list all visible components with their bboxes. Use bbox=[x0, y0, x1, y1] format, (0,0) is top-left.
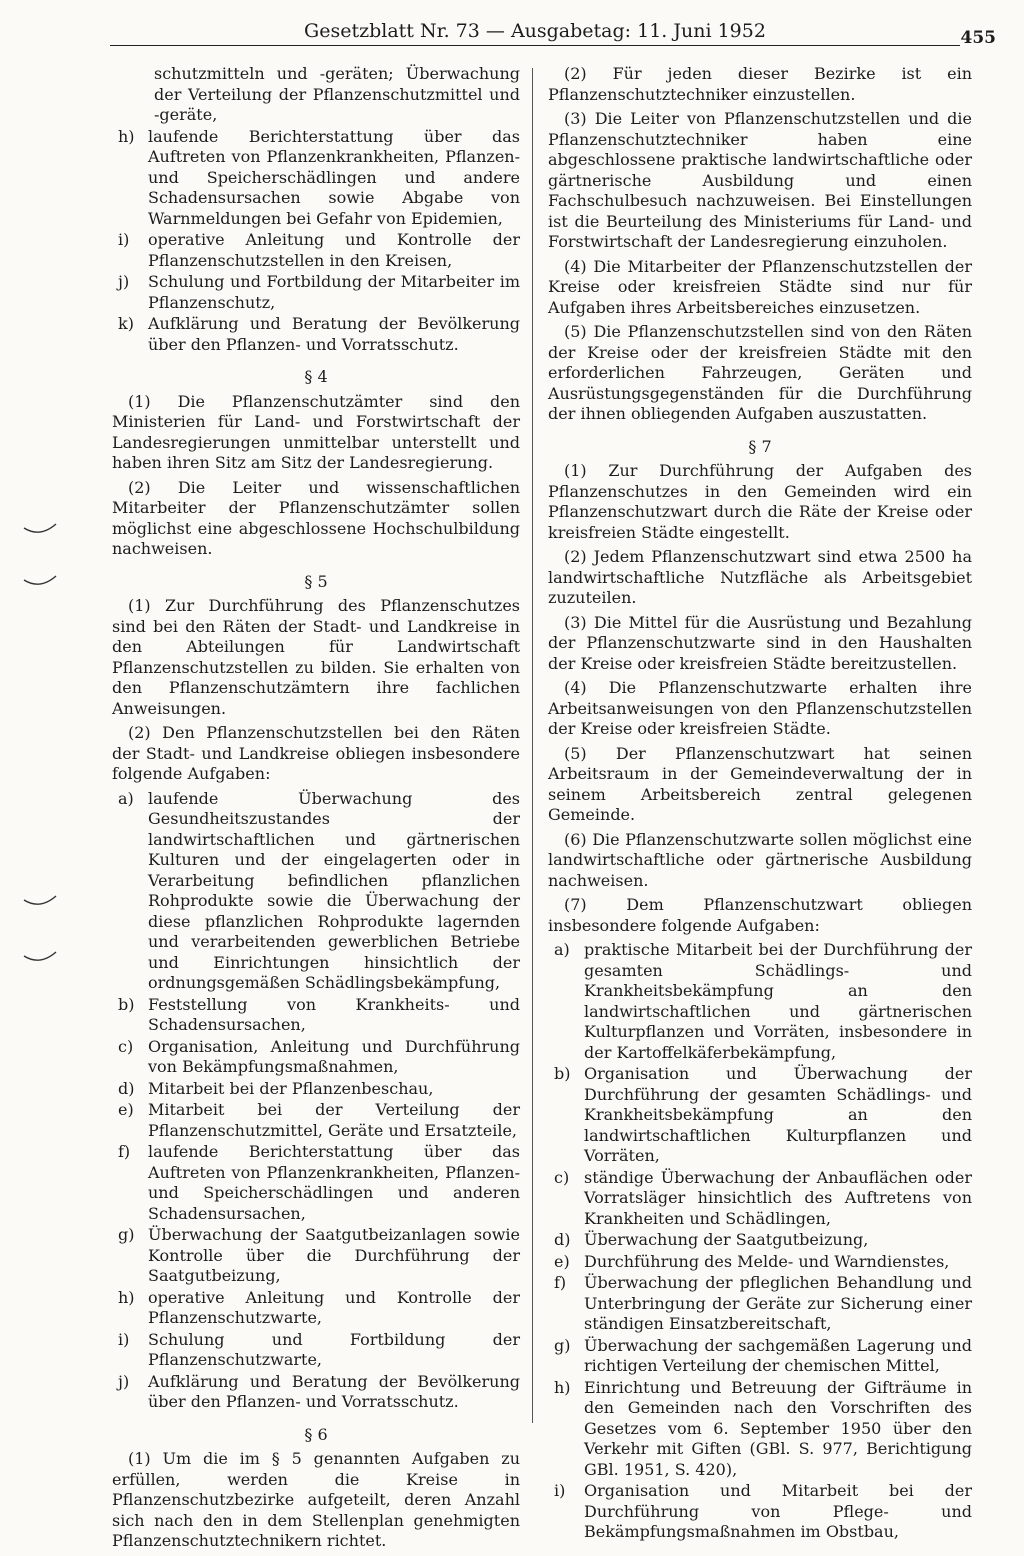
paragraph: (4) Die Mitarbeiter der Pflanzenschutzstellen der Kreise oder kreisfreien Städte sind nur für Aufgaben ihres Arbeitsbereiches einzusetzen. bbox=[548, 256, 972, 317]
pencil-mark-icon bbox=[22, 520, 60, 538]
list-item bbox=[548, 1252, 972, 1273]
right-column bbox=[548, 64, 972, 1544]
list-item-label: d) bbox=[554, 1230, 571, 1249]
list-item bbox=[548, 1336, 972, 1377]
left-column bbox=[112, 64, 520, 1556]
list-item-label: f) bbox=[554, 1273, 567, 1292]
list-item-label: g) bbox=[118, 1225, 135, 1244]
paragraph: (1) Die Pflanzenschutzämter sind den Ministerien für Land- und Forstwirtschaft der Landesregierungen unmittelbar unterstellt und haben ihren Sitz am Sitz der Landesregierung. bbox=[112, 391, 520, 472]
list-item-text: Organisation, Anleitung und Durchführung von Bekämpfungsmaßnahmen, bbox=[148, 1036, 520, 1076]
list-item-label: h) bbox=[554, 1377, 571, 1397]
list-item-label: j) bbox=[118, 1371, 130, 1391]
list-item-text: Organisation und Mitarbeit bei der Durchführung von Pflege- und Bekämpfungsmaßnahmen im Obstbau, bbox=[584, 1481, 972, 1541]
section-heading: § 4 bbox=[304, 367, 328, 386]
list-item bbox=[112, 314, 520, 355]
list-item-label: h) bbox=[118, 1287, 135, 1307]
list-item-text: laufende Überwachung des Gesundheitszustandes der landwirtschaftlichen und gärtnerischen Kulturen und der eingelagerten oder in Verarbeitung befindlichen pflanzlichen Rohprodukte sowie die Überwachung der diese pflanzlichen Rohprodukte lagernden und verarbeitenden gewerblichen Betriebe und Einrichtungen hinsichtlich der ordnungsgemäßen Schädlingsbekämpfung, bbox=[148, 788, 520, 992]
pencil-mark-icon bbox=[22, 892, 60, 910]
header-rule bbox=[110, 45, 960, 46]
list-item-text: Feststellung von Krankheits- und Schadensursachen, bbox=[148, 994, 520, 1034]
paragraph: (2) Den Pflanzenschutzstellen bei den Räten der Stadt- und Landkreise obliegen insbesondere folgende Aufgaben: bbox=[112, 723, 520, 783]
list-item-label: a) bbox=[554, 940, 570, 959]
section-heading: § 5 bbox=[304, 571, 328, 591]
list-item-text: praktische Mitarbeit bei der Durchführung der gesamten Schädlings- und Krankheitsbekämpfung an den landwirtschaftlichen und gärtnerischen Kulturpflanzen und Vorräten, insbesondere in der Kartoffelkäferbekämpfung, bbox=[584, 940, 972, 1062]
pencil-mark-icon bbox=[22, 572, 60, 590]
list-item-text: Aufklärung und Beratung der Bevölkerung über den Pflanzen- und Vorratsschutz. bbox=[148, 314, 520, 354]
list-item-label: i) bbox=[118, 1329, 130, 1349]
list-item bbox=[112, 1142, 520, 1224]
task-list-pflanzenschutzamt bbox=[112, 127, 520, 356]
list-item-text: Überwachung der pfleglichen Behandlung und Unterbringung der Geräte zur Sicherung einer ständigen Einsatzbereitschaft, bbox=[584, 1273, 972, 1333]
page-number: 455 bbox=[960, 28, 996, 48]
list-item-text: Schulung und Fortbildung der Mitarbeiter im Pflanzenschutz, bbox=[148, 272, 520, 312]
list-item bbox=[112, 272, 520, 313]
paragraph: (5) Der Pflanzenschutzwart hat seinen Arbeitsraum in der Gemeindeverwaltung der in seinem Arbeitsbereich zentral gelegenen Gemeinde. bbox=[548, 743, 972, 824]
list-item-text: Schulung und Fortbildung der Pflanzenschutzwarte, bbox=[148, 1329, 520, 1369]
list-item bbox=[112, 789, 520, 994]
paragraph: (2) Die Leiter und wissenschaftlichen Mitarbeiter der Pflanzenschutzämter sollen möglichst eine abgeschlossene Hochschulbildung nachweisen. bbox=[112, 477, 520, 558]
paragraph: (3) Die Leiter von Pflanzenschutzstellen und die Pflanzenschutztechniker haben eine abgeschlossene praktische landwirtschaftliche oder gärtnerische Ausbildung und einen Fachschulbesuch nachzuweisen. Bei Einstellungen ist die Beurteilung des Ministeriums für Land- und Forstwirtschaft der Landesregierung einzuholen. bbox=[548, 109, 972, 251]
list-item-text: laufende Berichterstattung über das Auftreten von Pflanzenkrankheiten, Pflanzen- und Speicherschädlingen und anderen Schadensursachen, bbox=[148, 1142, 520, 1223]
list-item bbox=[548, 1378, 972, 1481]
list-item-continuation: schutzmitteln und -geräten; Überwachung der Verteilung der Pflanzenschutzmittel und -geräte, bbox=[154, 64, 520, 124]
paragraph: (7) Dem Pflanzenschutzwart obliegen insbesondere folgende Aufgaben: bbox=[548, 895, 972, 935]
paragraph: (4) Die Pflanzenschutzwarte erhalten ihre Arbeitsanweisungen von den Pflanzenschutzstellen der Kreise oder kreisfreien Städte. bbox=[548, 678, 972, 738]
list-item-label: g) bbox=[554, 1335, 571, 1355]
list-item-text: Mitarbeit bei der Pflanzenbeschau, bbox=[148, 1078, 434, 1098]
list-item bbox=[548, 1230, 972, 1251]
list-item bbox=[548, 1168, 972, 1230]
task-list-pflanzenschutzwart bbox=[548, 940, 972, 1543]
list-item-label: a) bbox=[118, 788, 134, 808]
list-item-label: e) bbox=[554, 1251, 570, 1271]
list-item-text: Aufklärung und Beratung der Bevölkerung über den Pflanzen- und Vorratsschutz. bbox=[148, 1371, 520, 1411]
list-item-label: j) bbox=[118, 272, 130, 291]
list-item-label: c) bbox=[554, 1167, 570, 1187]
list-item-label: c) bbox=[118, 1036, 134, 1056]
list-item-text: operative Anleitung und Kontrolle der Pflanzenschutzwarte, bbox=[148, 1287, 520, 1327]
list-item-text: Einrichtung und Betreuung der Gifträume in den Gemeinden nach den Vorschriften des Gesetzes vom 6. September 1950 über den Verkehr mit Giften (GBl. S. 977, Berichtigung GBl. 1951, S. 420), bbox=[584, 1377, 972, 1479]
section-heading: § 6 bbox=[304, 1424, 328, 1444]
list-item-text: operative Anleitung und Kontrolle der Pflanzenschutzstellen in den Kreisen, bbox=[148, 230, 520, 270]
list-item-text: Überwachung der Saatgutbeizanlagen sowie Kontrolle über die Durchführung der Saatgutbeizung, bbox=[148, 1225, 520, 1285]
list-item-text: laufende Berichterstattung über das Auftreten von Pflanzenkrankheiten, Pflanzen- und Speicherschädlingen und andere Schadensursachen sowie Abgabe von Warnmeldungen bei Gefahr von Epidemien, bbox=[148, 126, 520, 228]
list-item bbox=[112, 1100, 520, 1141]
list-item-label: k) bbox=[118, 314, 134, 333]
column-divider bbox=[532, 68, 533, 1423]
list-item bbox=[112, 1037, 520, 1078]
paragraph: (6) Die Pflanzenschutzwarte sollen möglichst eine landwirtschaftliche oder gärtnerische Ausbildung nachweisen. bbox=[548, 829, 972, 890]
list-item-label: f) bbox=[118, 1142, 131, 1161]
list-item bbox=[112, 1288, 520, 1329]
list-item-label: h) bbox=[118, 126, 135, 146]
list-item-label: b) bbox=[554, 1064, 571, 1083]
list-item-label: b) bbox=[118, 994, 135, 1014]
list-item bbox=[112, 1372, 520, 1413]
list-item bbox=[112, 995, 520, 1036]
paragraph: (5) Die Pflanzenschutzstellen sind von den Räten der Kreise oder der kreisfreien Städte mit den erforderlichen Fahrzeugen, Geräten und Ausrüstungsgegenständen für die Durchführung der ihnen obliegenden Aufgaben auszustatten. bbox=[548, 322, 972, 423]
list-item-label: i) bbox=[554, 1481, 566, 1500]
paragraph: (3) Die Mittel für die Ausrüstung und Bezahlung der Pflanzenschutzwarte sind in den Haushalten der Kreise oder kreisfreien Städte bereitzustellen. bbox=[548, 612, 972, 673]
list-item bbox=[112, 1225, 520, 1287]
paragraph: (1) Um die im § 5 genannten Aufgaben zu erfüllen, werden die Kreise in Pflanzenschutzbezirke aufgeteilt, deren Anzahl sich nach den in dem Stellenplan genehmigten Pflanzenschutztechnikern richtet. bbox=[112, 1449, 520, 1550]
paragraph: (1) Zur Durchführung des Pflanzenschutzes sind bei den Räten der Stadt- und Landkreise in den Abteilungen für Landwirtschaft Pflanzenschutzstellen zu bilden. Sie erhalten von den Pflanzenschutzämtern ihre fachlichen Anweisungen. bbox=[112, 596, 520, 718]
list-item-text: Überwachung der Saatgutbeizung, bbox=[584, 1230, 869, 1249]
list-item bbox=[548, 1481, 972, 1543]
pencil-mark-icon bbox=[22, 948, 60, 966]
list-item bbox=[112, 127, 520, 230]
list-item bbox=[548, 1064, 972, 1167]
list-item bbox=[112, 1079, 520, 1100]
paragraph: (1) Zur Durchführung der Aufgaben des Pflanzenschutzes in den Gemeinden wird ein Pflanzenschutzwart durch die Räte der Kreise oder kreisfreien Städte eingestellt. bbox=[548, 461, 972, 542]
paragraph: (2) Für jeden dieser Bezirke ist ein Pflanzenschutztechniker einzustellen. bbox=[548, 64, 972, 104]
list-item bbox=[112, 1330, 520, 1371]
list-item-label: e) bbox=[118, 1100, 134, 1119]
list-item bbox=[548, 1273, 972, 1335]
list-item-text: Durchführung des Melde- und Warndienstes, bbox=[584, 1251, 950, 1271]
section-heading: § 7 bbox=[748, 436, 772, 456]
task-list-pflanzenschutzstellen bbox=[112, 789, 520, 1413]
list-item-text: Organisation und Überwachung der Durchführung der gesamten Schädlings- und Krankheitsbekämpfung an den landwirtschaftlichen Kulturpflanzen und Vorräten, bbox=[584, 1064, 972, 1165]
list-item bbox=[548, 940, 972, 1063]
list-item-text: ständige Überwachung der Anbauflächen oder Vorratsläger hinsichtlich des Auftretens von Krankheiten und Schädlingen, bbox=[584, 1167, 972, 1228]
list-item-label: d) bbox=[118, 1078, 135, 1098]
paragraph: (2) Jedem Pflanzenschutzwart sind etwa 2500 ha landwirtschaftliche Nutzfläche als Arbeitsgebiet zuzuteilen. bbox=[548, 547, 972, 607]
list-item-text: Mitarbeit bei der Verteilung der Pflanzenschutzmittel, Geräte und Ersatzteile, bbox=[148, 1100, 520, 1140]
gazette-title: Gesetzblatt Nr. 73 — Ausgabetag: 11. Juni 1952 bbox=[304, 20, 766, 42]
list-item-text: Überwachung der sachgemäßen Lagerung und richtigen Verteilung der chemischen Mittel, bbox=[584, 1335, 972, 1375]
list-item bbox=[112, 230, 520, 271]
list-item-label: i) bbox=[118, 230, 130, 249]
page-header bbox=[110, 18, 996, 48]
